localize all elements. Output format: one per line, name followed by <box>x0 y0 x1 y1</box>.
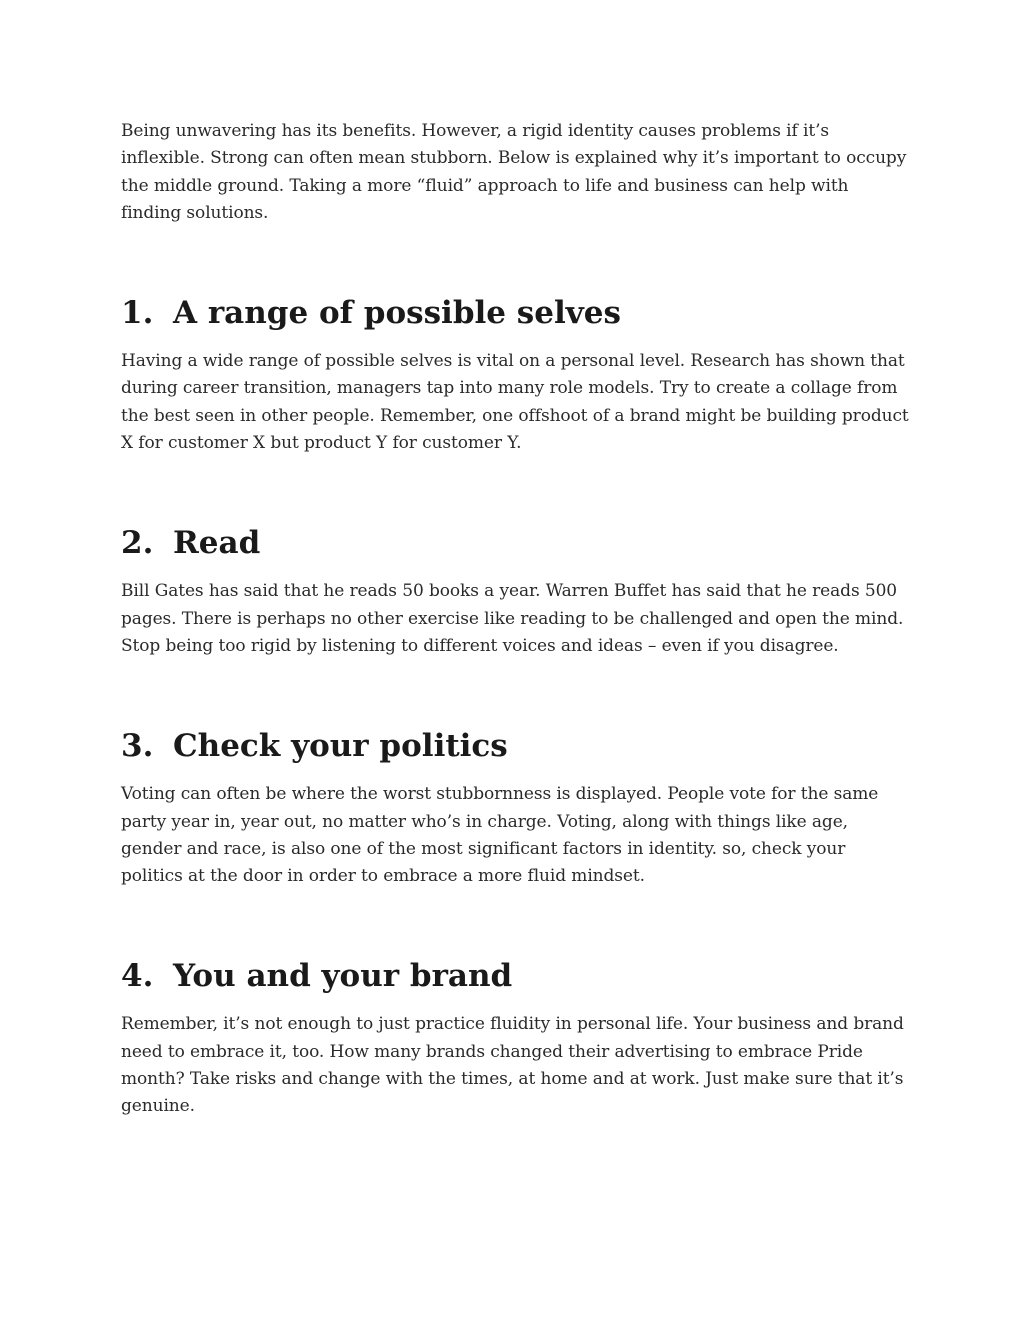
section-title: You and your brand <box>173 958 513 995</box>
section-title: A range of possible selves <box>173 295 621 332</box>
section-range-of-selves <box>121 293 911 457</box>
section-heading <box>121 726 911 766</box>
section-body: Having a wide range of possible selves is vital on a personal level. Research has shown that during career transition, managers tap into many role models. Try to create a collage from the best seen in other people. Remember, one offshoot of a brand might be building product X for customer X but product Y for customer Y. <box>121 351 909 454</box>
section-you-and-brand <box>121 956 911 1120</box>
section-body: Voting can often be where the worst stubbornness is displayed. People vote for the same party year in, year out, no matter who’s in charge. Voting, along with things like age, gender and race, is also one of the most significant factors in identity. so, check your politics at the door in order to embrace a more fluid mindset. <box>121 784 879 887</box>
section-body: Remember, it’s not enough to just practice fluidity in personal life. Your business and brand need to embrace it, too. How many brands changed their advertising to embrace Pride month? Take risks and change with the times, at home and at work. Just make sure that it’s genuine. <box>121 1014 904 1117</box>
section-heading <box>121 293 911 333</box>
section-body: Bill Gates has said that he reads 50 books a year. Warren Buffet has said that he reads 500 pages. There is perhaps no other exercise like reading to be challenged and open the mind. Stop being too rigid by listening to different voices and ideas – even if you disagree. <box>121 581 904 656</box>
section-number: 4. <box>121 958 154 995</box>
section-heading <box>121 523 911 563</box>
document-page <box>121 118 911 1121</box>
section-check-politics <box>121 726 911 890</box>
section-heading <box>121 956 911 996</box>
section-number: 3. <box>121 728 154 765</box>
intro-paragraph: Being unwavering has its benefits. However, a rigid identity causes problems if it’s inflexible. Strong can often mean stubborn. Below is explained why it’s important to occupy the middle ground. Taking a more “fluid” approach to life and business can help with finding solutions. <box>121 121 907 223</box>
section-number: 2. <box>121 525 154 562</box>
section-title: Read <box>173 525 261 562</box>
section-read <box>121 523 911 660</box>
section-number: 1. <box>121 295 154 332</box>
section-title: Check your politics <box>173 728 508 765</box>
